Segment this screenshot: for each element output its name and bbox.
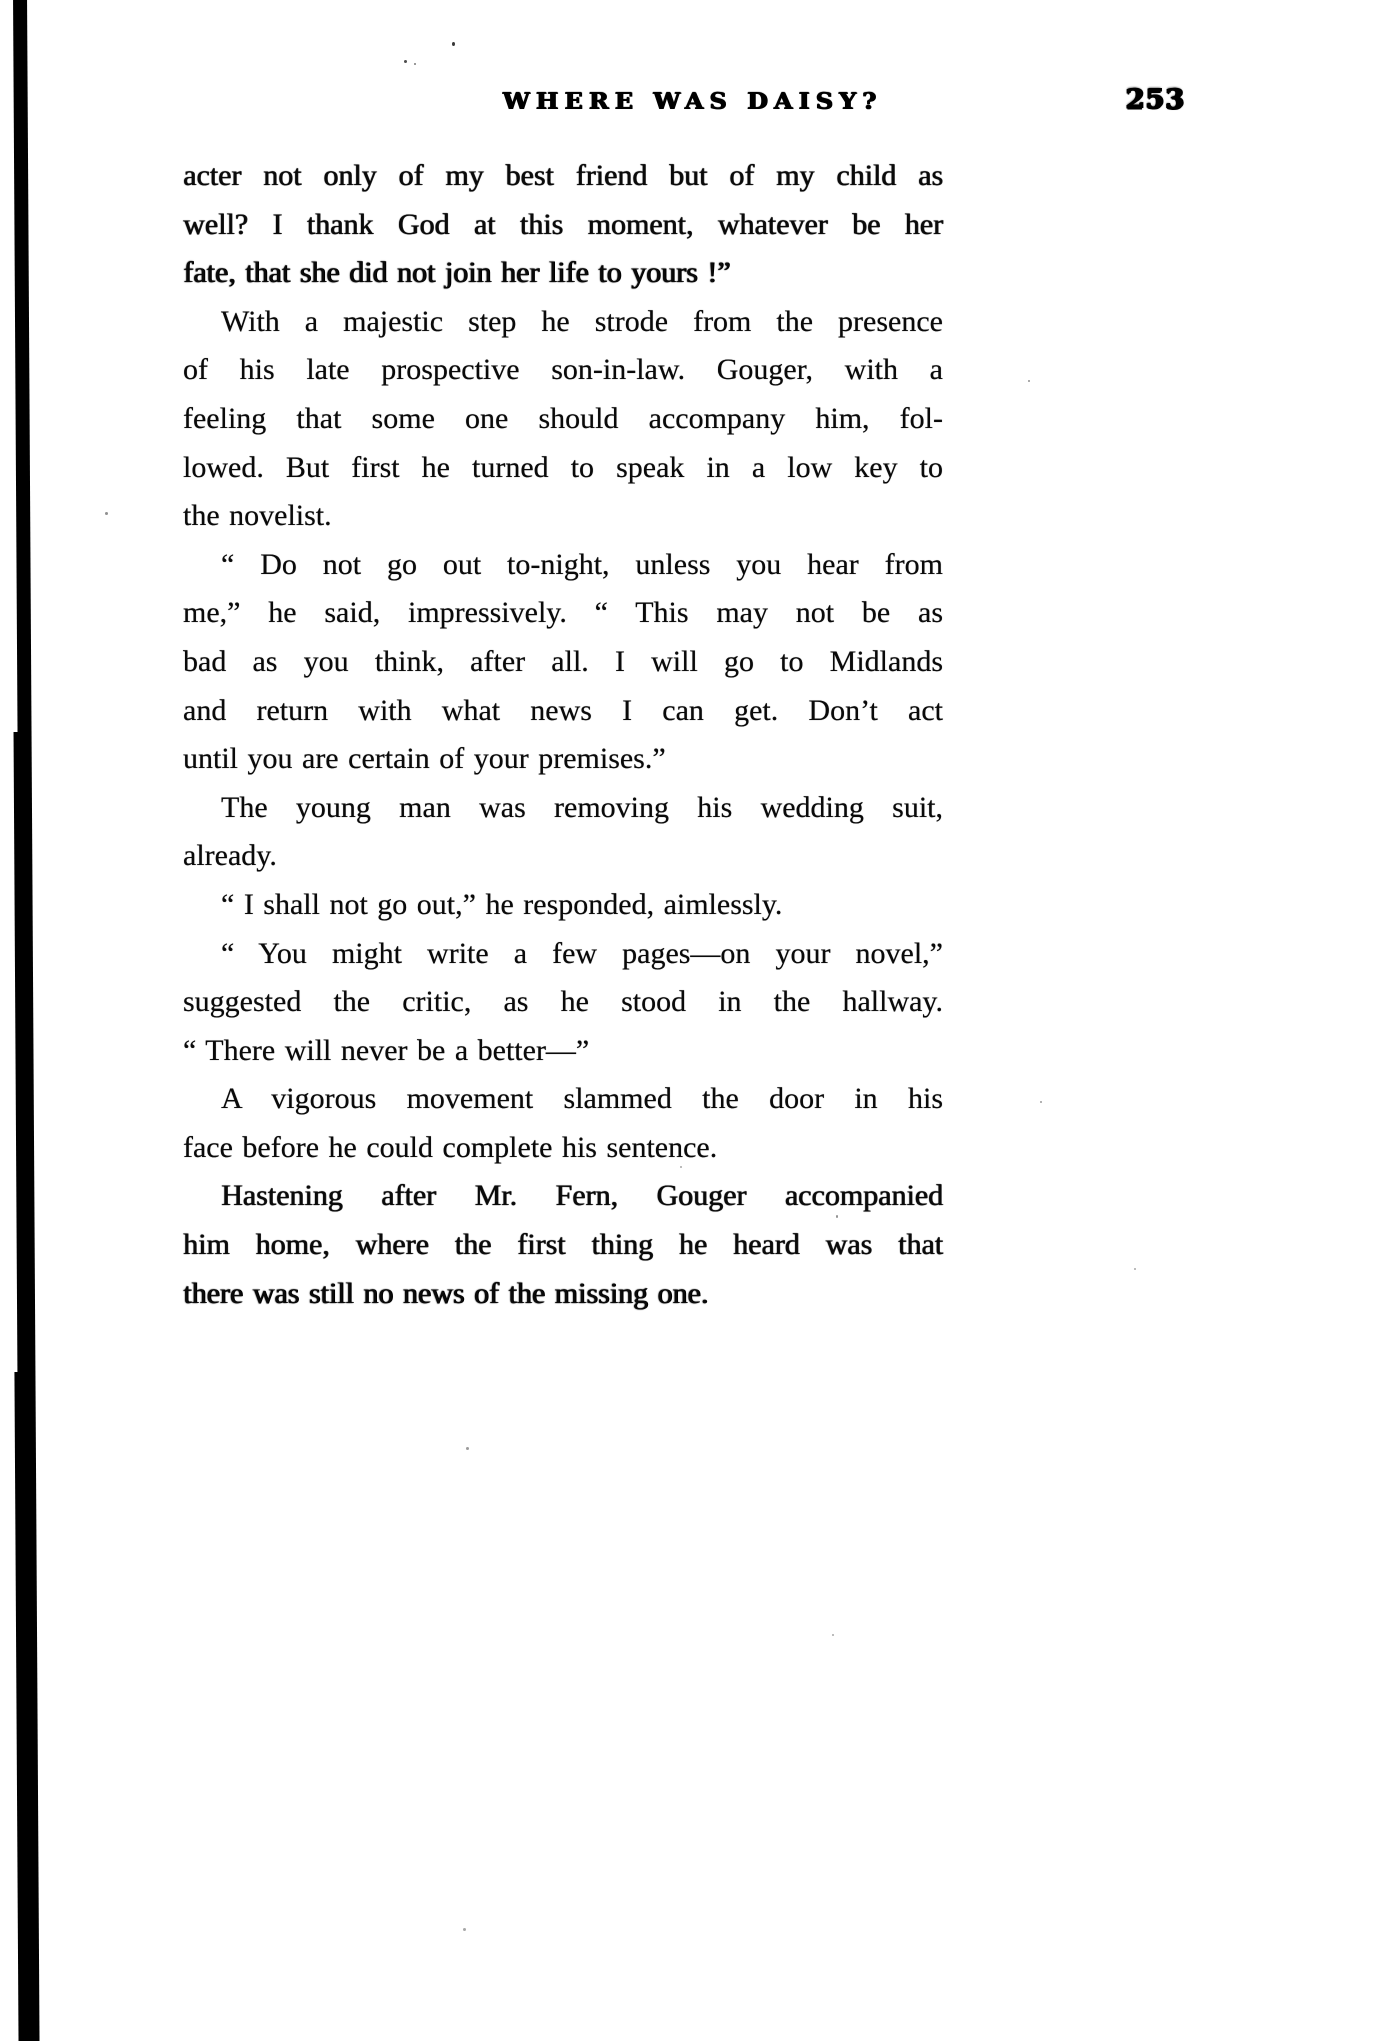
paragraph bbox=[183, 541, 943, 784]
text-line: suggested the critic, as he stood in the hallway. bbox=[183, 985, 943, 1019]
text-line: already. bbox=[183, 839, 277, 873]
noise-speck bbox=[832, 1634, 834, 1636]
paragraph bbox=[183, 298, 943, 541]
text-line: Hastening after Mr. Fern, Gouger accompanied bbox=[221, 1179, 943, 1213]
noise-speck bbox=[463, 1928, 466, 1931]
text-line: The young man was removing his wedding suit, bbox=[221, 790, 943, 824]
text-line: the novelist. bbox=[183, 499, 332, 533]
text-line: him home, where the first thing he heard was that bbox=[183, 1228, 943, 1262]
text-line: “ You might write a few pages—on your novel,” bbox=[221, 936, 943, 970]
text-line: there was still no news of the missing one. bbox=[183, 1276, 709, 1310]
text-line: face before he could complete his sentence. bbox=[183, 1130, 718, 1164]
text-line: fate, that she did not join her life to yours !” bbox=[183, 256, 731, 290]
paragraph bbox=[183, 881, 943, 930]
noise-speck bbox=[105, 512, 108, 515]
text-line: well? I thank God at this moment, whatever be her bbox=[183, 207, 943, 241]
paragraph bbox=[183, 152, 943, 298]
text-line: me,” he said, impressively. “ This may not be as bbox=[183, 596, 943, 630]
text-block bbox=[183, 152, 943, 1318]
text-line: until you are certain of your premises.” bbox=[183, 742, 666, 776]
binding-shadow-bar bbox=[13, 0, 40, 2041]
paragraph bbox=[183, 784, 943, 881]
text-line: A vigorous movement slammed the door in his bbox=[221, 1082, 943, 1116]
paragraph bbox=[183, 1172, 943, 1318]
paragraph bbox=[183, 1075, 943, 1172]
text-line: of his late prospective son-in-law. Gouger, with a bbox=[183, 353, 943, 387]
text-line: acter not only of my best friend but of my child as bbox=[183, 159, 943, 192]
text-line: “ I shall not go out,” he responded, aimlessly. bbox=[221, 887, 783, 921]
page-title: WHERE WAS DAISY? bbox=[502, 87, 883, 114]
text-line: and return with what news I can get. Don’t act bbox=[183, 693, 943, 727]
paragraph bbox=[183, 930, 943, 1076]
noise-speck bbox=[414, 63, 416, 65]
text-line: “ There will never be a better—” bbox=[183, 1033, 590, 1067]
text-line: bad as you think, after all. I will go to Midlands bbox=[183, 644, 943, 678]
noise-speck bbox=[404, 60, 407, 63]
noise-speck bbox=[452, 42, 455, 46]
text-line: feeling that some one should accompany him, fol- bbox=[183, 401, 943, 435]
text-line: “ Do not go out to-night, unless you hear from bbox=[221, 547, 943, 581]
noise-speck bbox=[1028, 380, 1030, 382]
noise-speck bbox=[1040, 1101, 1042, 1103]
noise-speck bbox=[1134, 1268, 1136, 1270]
text-line: With a majestic step he strode from the presence bbox=[221, 304, 943, 338]
running-head bbox=[0, 86, 1385, 122]
noise-speck bbox=[680, 1166, 682, 1168]
text-line: lowed. But first he turned to speak in a low key to bbox=[183, 450, 943, 484]
noise-speck bbox=[836, 1215, 838, 1218]
noise-speck bbox=[466, 1447, 469, 1450]
page-number: 253 bbox=[1125, 84, 1185, 115]
